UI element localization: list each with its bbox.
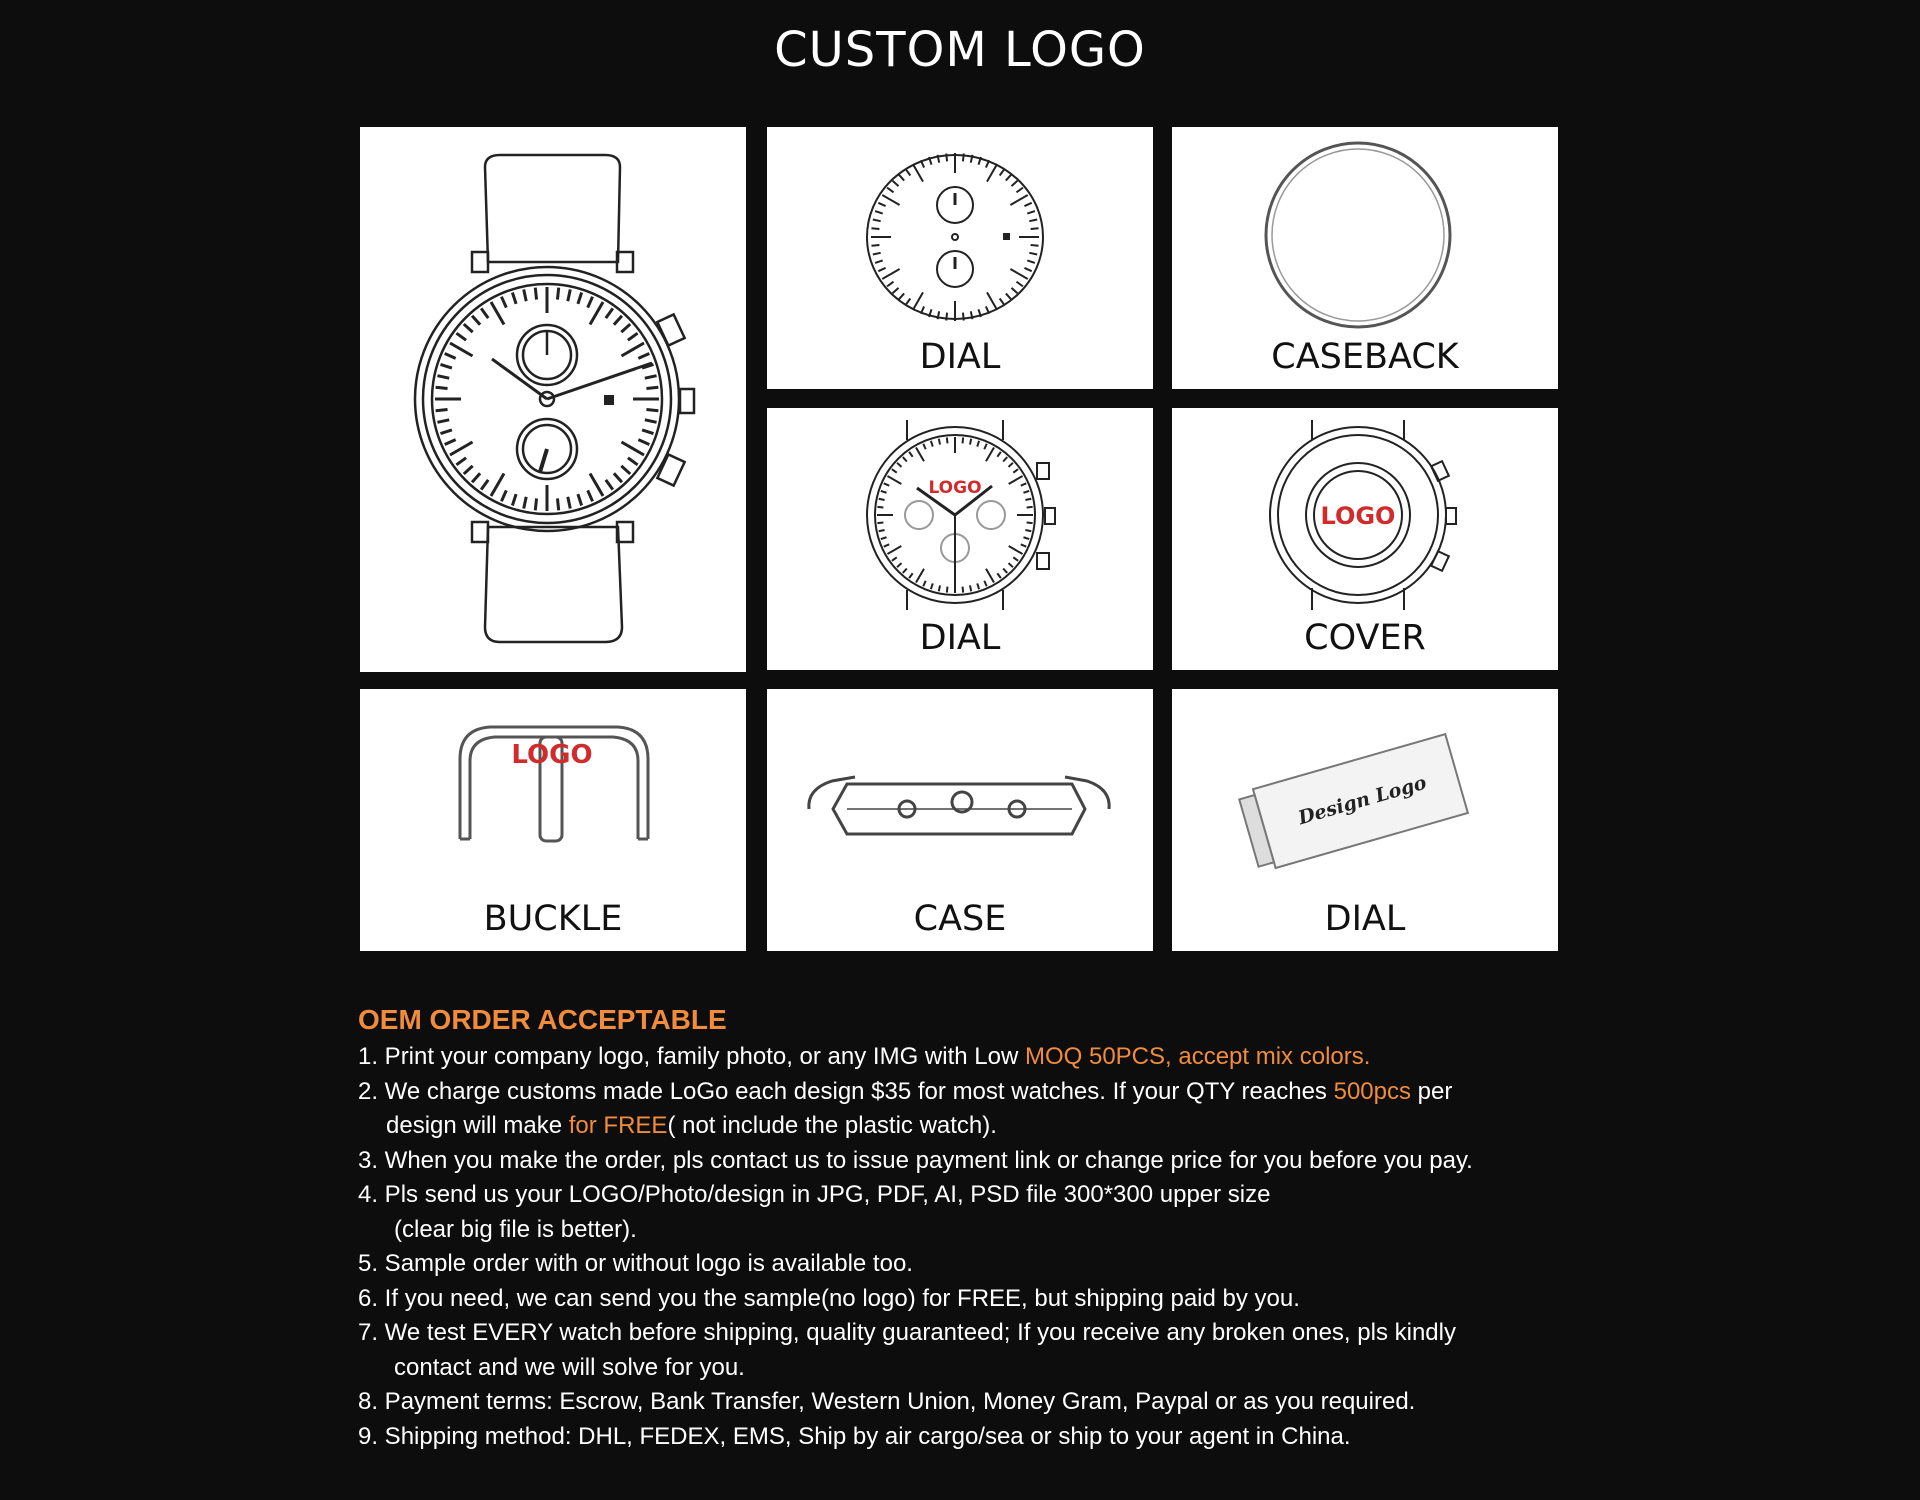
dial-logo-label: DIAL <box>919 618 1001 658</box>
dial-tick <box>464 466 473 474</box>
dial-tick <box>878 203 885 206</box>
dial-tick <box>913 292 923 309</box>
dial-tick <box>501 490 506 501</box>
dial-tick <box>450 343 473 356</box>
dial-box-label: DIAL <box>1324 899 1406 939</box>
case-label: CASE <box>913 899 1007 939</box>
dial-tick <box>638 440 649 445</box>
dial-tick <box>535 498 536 510</box>
dial-tick <box>512 494 516 505</box>
info-item-8: 8. Payment terms: Escrow, Bank Transfer, Western Union, Money Gram, Paypal or as you required. <box>358 1388 1416 1415</box>
dial-tick <box>1029 220 1037 222</box>
dial-tick <box>621 343 644 356</box>
dial-tick <box>1003 457 1007 461</box>
cover-logo-text: LOGO <box>1320 502 1396 530</box>
info-item-6: 6. If you need, we can send you the sample(no logo) for FREE, but shipping paid by you. <box>358 1284 1300 1312</box>
dial-tick <box>947 587 948 593</box>
dial-tick <box>645 376 657 378</box>
dial-tick <box>1013 469 1018 473</box>
dial-tick <box>621 324 630 332</box>
dial-tick <box>642 430 653 434</box>
info-item-1: 1. Print your company logo, family photo, or any IMG with Low MOQ 50PCS, accept mix colors. <box>358 1043 1371 1070</box>
info-item-4: 4. Pls send us your LOGO/Photo/design in JPG, PDF, AI, PSD file 300*300 upper size <box>358 1181 1271 1208</box>
dial-tick <box>628 333 638 340</box>
dial-tick <box>1009 463 1013 467</box>
dial-tick <box>437 376 449 378</box>
dial-tick <box>892 469 897 473</box>
dial-tick <box>884 483 889 485</box>
dial-tick <box>899 293 904 299</box>
dial-tick <box>524 497 526 509</box>
dial-tick <box>903 457 907 461</box>
dial-tick <box>621 466 630 474</box>
dial-tick <box>893 181 899 186</box>
dial-logo-text: LOGO <box>928 478 982 498</box>
caseback-panel <box>1172 127 1558 389</box>
dial-tick <box>436 387 448 388</box>
dial-tick <box>568 289 570 301</box>
dial-tick <box>646 409 658 410</box>
dial-tick <box>1023 537 1029 539</box>
dial-tick <box>879 499 885 500</box>
dial-tick <box>481 308 488 318</box>
dial-tick <box>916 447 924 461</box>
dial-tick <box>1009 476 1023 484</box>
dial-tick <box>1024 203 1031 206</box>
dial-tick <box>440 364 451 368</box>
dial-tick <box>879 530 885 531</box>
dial-tick <box>606 480 613 490</box>
info-item-7: 7. We test EVERY watch before shipping, quality guaranteed; If you receive any broken ones, pls kindly <box>358 1319 1456 1346</box>
dial-tick <box>984 581 986 586</box>
dial-tick <box>588 297 593 308</box>
dial-tick <box>1006 293 1011 299</box>
dial-tick <box>1027 507 1033 508</box>
dial-tick <box>1010 195 1027 205</box>
dial-tick <box>1027 211 1035 213</box>
dial-tick <box>1021 483 1026 485</box>
dial-tick <box>491 473 504 496</box>
dial-tick <box>939 439 940 445</box>
dial-tick <box>445 440 456 445</box>
dial-tick <box>871 228 879 229</box>
dial-tick <box>1016 188 1022 193</box>
buckle-logo-text: LOGO <box>511 740 593 770</box>
dial-tick <box>590 302 603 325</box>
dial-tick <box>588 490 593 501</box>
dial-tick <box>628 458 638 465</box>
dial-tick <box>946 153 947 161</box>
dial-tick <box>1009 546 1023 554</box>
dial-tick <box>606 308 613 318</box>
dial-tick <box>1011 181 1017 186</box>
dial-tick <box>1016 282 1022 287</box>
dial-tick <box>1024 268 1031 271</box>
dial-tick <box>1006 175 1011 181</box>
dial-tick <box>645 420 657 422</box>
dial-tick <box>1000 169 1005 175</box>
dial-tick <box>1003 569 1007 573</box>
dial-tick <box>481 480 488 490</box>
dial-tick <box>638 353 649 358</box>
dial-tick <box>524 289 526 301</box>
dial-tick <box>614 473 622 482</box>
dial-tick <box>578 292 582 303</box>
dial-tick <box>946 313 947 321</box>
dial-tick <box>881 491 887 493</box>
dial-tick <box>909 573 913 578</box>
dial-tick <box>986 569 994 583</box>
info-item-9: 9. Shipping method: DHL, FEDEX, EMS, Ship by air cargo/sea or ship to your agent in China. <box>358 1422 1351 1450</box>
dial-tick <box>887 282 893 287</box>
dial-tick <box>472 316 480 325</box>
dial-tick <box>1000 298 1005 304</box>
dial-tick <box>646 387 658 388</box>
caseback-label: CASEBACK <box>1271 337 1459 377</box>
dial-tick <box>456 458 466 465</box>
dial-tick <box>897 463 901 467</box>
dial-tick <box>1021 544 1026 546</box>
dial-tick <box>1023 491 1029 493</box>
dial-tick <box>873 253 881 255</box>
dial-tick <box>970 439 971 445</box>
dial-tick <box>887 188 893 193</box>
dial-tick <box>535 288 536 300</box>
oem-info <box>358 1000 1658 1454</box>
dial-tick <box>568 497 570 509</box>
dial-tick <box>877 507 883 508</box>
dial-tick <box>963 313 964 321</box>
dial-tick <box>887 476 901 484</box>
dial-tick <box>947 437 948 443</box>
dial-tick <box>437 420 449 422</box>
dial-tick <box>1009 563 1013 567</box>
dial-tick <box>997 452 1001 457</box>
dial-tick <box>1029 253 1037 255</box>
box-design-logo-text: Design Logo <box>1295 771 1429 830</box>
dial-tick <box>987 164 997 181</box>
dial-tick <box>931 441 933 447</box>
dial-tick <box>512 292 516 303</box>
dial-tick <box>963 437 964 443</box>
dial-tick <box>1025 499 1031 500</box>
dial-tick <box>621 442 644 455</box>
dial-tick <box>882 195 899 205</box>
buckle-panel <box>360 689 746 951</box>
dial-tick <box>877 523 883 524</box>
dial-tick <box>984 444 986 449</box>
dial-panel <box>767 127 1153 389</box>
dial-tick <box>882 269 899 279</box>
dial-tick <box>899 175 904 181</box>
dial-tick <box>913 164 923 181</box>
info-item-5: 5. Sample order with or without logo is available too. <box>358 1250 913 1277</box>
dial-tick <box>1010 269 1027 279</box>
dial-tick <box>909 452 913 457</box>
oem-heading: OEM ORDER ACCEPTABLE <box>358 1004 727 1035</box>
dial-tick <box>906 169 911 175</box>
watch-icon <box>360 127 746 672</box>
dial-tick <box>986 447 994 461</box>
dial-tick <box>501 297 506 308</box>
info-item-7-cont: contact and we will solve for you. <box>394 1353 745 1381</box>
dial-tick <box>906 298 911 304</box>
dial-tick <box>878 268 885 271</box>
dial-tick <box>436 409 448 410</box>
dial-tick <box>1031 245 1039 246</box>
dial-tick <box>987 292 997 309</box>
page-title: CUSTOM LOGO <box>774 22 1146 78</box>
dial-tick <box>578 494 582 505</box>
cover-panel <box>1172 408 1558 670</box>
dial-tick <box>491 302 504 325</box>
info-item-3: 3. When you make the order, pls contact us to issue payment link or change price for you before you pay. <box>358 1146 1473 1174</box>
dial-tick <box>931 583 933 589</box>
info-item-2-cont: design will make for FREE( not include the plastic watch). <box>386 1112 997 1139</box>
dial-tick <box>977 583 979 589</box>
dial-tick <box>893 288 899 293</box>
dial-logo-panel <box>767 408 1153 670</box>
dial-tick <box>892 557 897 561</box>
dial-tick <box>875 211 883 213</box>
dial-tick <box>1027 260 1035 262</box>
info-item-4-cont: (clear big file is better). <box>394 1215 637 1243</box>
dial-tick <box>887 546 901 554</box>
dial-tick <box>590 473 603 496</box>
dial-tick <box>963 587 964 593</box>
dial-tick <box>614 316 622 325</box>
dial-tick <box>970 585 971 591</box>
dial-tick <box>445 353 456 358</box>
dial-tick <box>1027 523 1033 524</box>
dial-tick <box>440 430 451 434</box>
dial-tick <box>939 585 940 591</box>
dial-tick <box>977 441 979 447</box>
dial-tick <box>557 288 558 300</box>
dial-tick <box>1013 557 1018 561</box>
dial-tick <box>456 333 466 340</box>
dial-tick <box>557 498 558 510</box>
dial-tick <box>464 324 473 332</box>
case-panel <box>767 689 1153 951</box>
watch-illustration-panel <box>360 127 746 672</box>
dial-tick <box>871 245 879 246</box>
dial-tick <box>897 563 901 567</box>
dial-tick <box>997 573 1001 578</box>
info-item-2: 2. We charge customs made LoGo each design $35 for most watches. If your QTY reaches 500pcs per <box>358 1077 1453 1105</box>
buckle-label: BUCKLE <box>483 899 623 939</box>
dial-tick <box>875 260 883 262</box>
dial-tick <box>472 473 480 482</box>
dial-tick <box>923 444 925 449</box>
dial-tick <box>1011 288 1017 293</box>
dial-tick <box>884 544 889 546</box>
dial-tick <box>916 569 924 583</box>
dial-tick <box>873 220 881 222</box>
dial-tick <box>963 153 964 161</box>
dial-tick <box>923 581 925 586</box>
dial-tick <box>903 569 907 573</box>
dial-tick <box>1025 530 1031 531</box>
dial-tick <box>450 442 473 455</box>
dial-tick <box>881 537 887 539</box>
cover-label: COVER <box>1304 618 1426 658</box>
dial-tick <box>1031 228 1039 229</box>
dial-label: DIAL <box>919 337 1001 377</box>
dial-box-panel <box>1172 689 1558 951</box>
